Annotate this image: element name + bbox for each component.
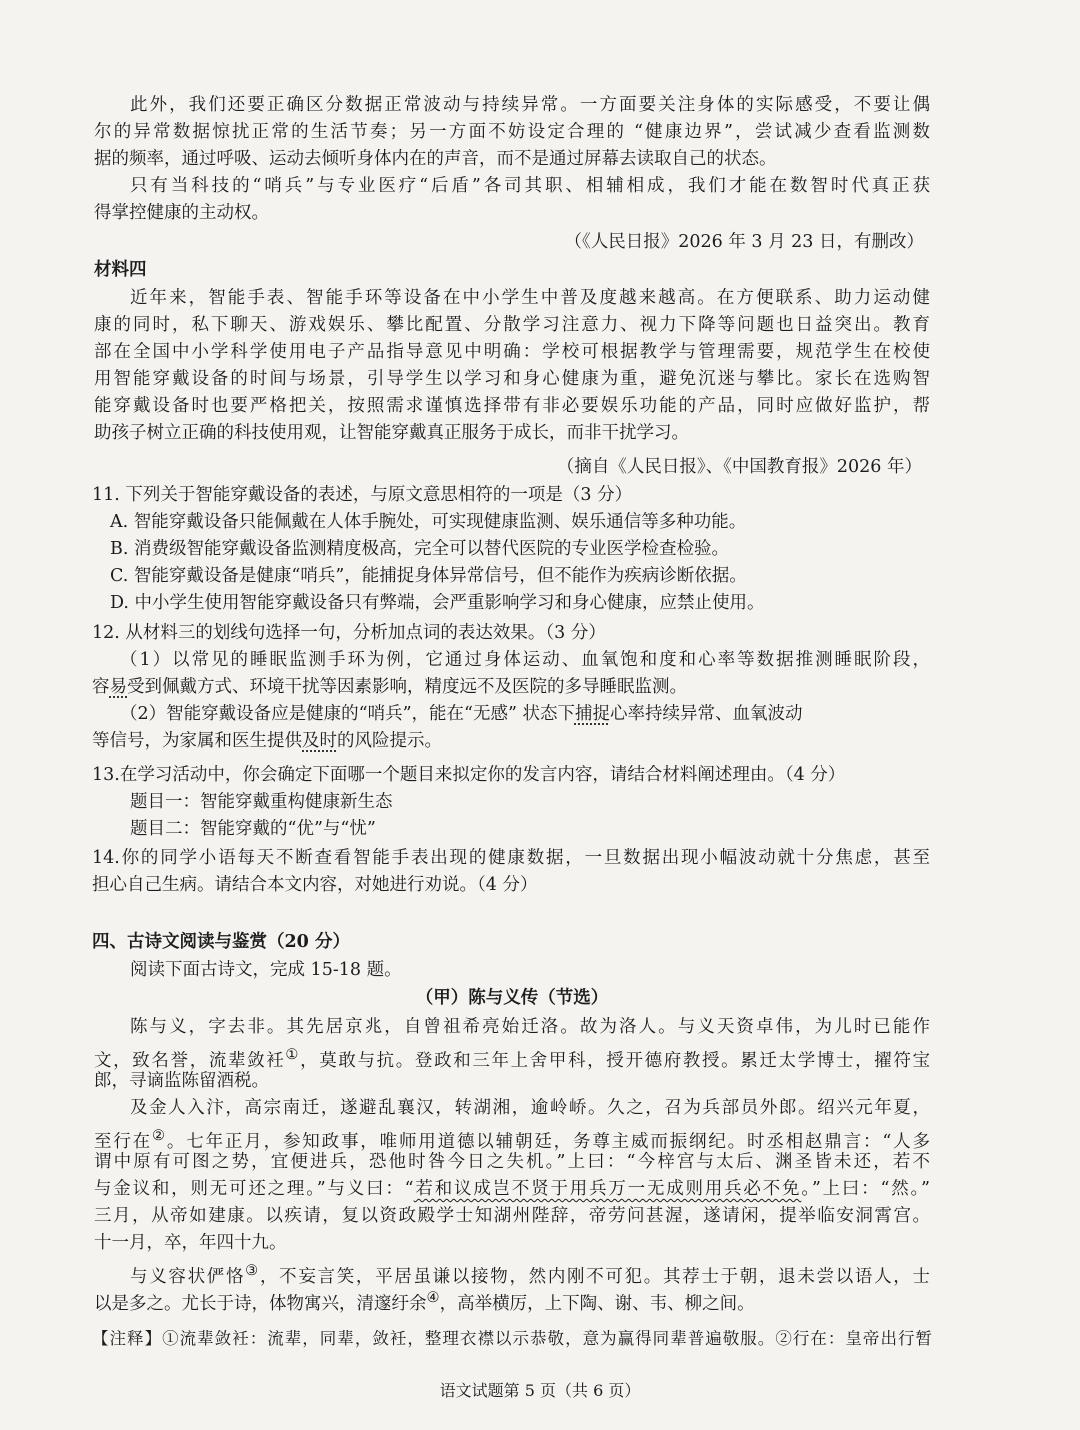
option-d: D. 中小学生使用智能穿戴设备只有弊端，会严重影响学习和身心健康，应禁止使用。	[110, 593, 765, 613]
choice-1-line: （1）以常见的睡眠监测手环为例，它通过身体运动、血氧饱和度和心率等数据推测睡眠阶段，	[120, 650, 930, 670]
paragraph-line: 据的频率，通过呼吸、运动去倾听身体内在的声音，而不是通过屏幕去读取自己的状态。	[94, 149, 777, 169]
footnote-marker: ②	[152, 1127, 167, 1144]
annotation-note: 【注释】①流辈敛衽：流辈，同辈，敛衽，整理衣襟以示恭敬，意为赢得同辈普遍敬服。②行在：皇帝出行暂	[92, 1329, 932, 1348]
passage-line: 与金议和，则无可还之理。”与义曰：“若和议成岂不贤于用兵万一无成则用兵必不免。”上曰：“然。”	[94, 1179, 930, 1199]
paragraph-line: 近年来，智能手表、智能手环等设备在中小学生中普及度越来越高。在方便联系、助力运动健	[130, 288, 930, 308]
choice-1-line: 容易受到佩戴方式、环境干扰等因素影响，精度远不及医院的多导睡眠监测。	[92, 677, 687, 697]
paragraph-line: 助孩子树立正确的科技使用观，让智能穿戴真正服务于成长，而非干扰学习。	[94, 423, 689, 443]
question-stem: 11. 下列关于智能穿戴设备的表述，与原文意思相符的一项是（3 分）	[92, 485, 633, 505]
material-four-heading: 材料四	[94, 260, 147, 280]
material-four-body	[94, 285, 930, 447]
material-three-ending	[94, 92, 930, 227]
passage-line: 至行在②。七年正月，参知政事，唯师用道德以辅朝廷，务尊主威而振纲纪。时丞相赵鼎言：“人多	[94, 1127, 930, 1152]
choice-2-line: 等信号，为家属和医生提供及时的风险提示。	[92, 731, 442, 751]
source-citation: （《人民日报》2026 年 3 月 23 日，有删改）	[564, 232, 924, 252]
question-11	[92, 482, 928, 617]
passage-line: 文，致名誉，流辈敛衽①，莫敢与抗。登政和三年上舍甲科，授开德府教授。累迁太学博士，擢符宝	[94, 1046, 931, 1071]
question-stem: 12. 从材料三的划线句选择一句，分析加点词的表达效果。（3 分）	[92, 623, 606, 643]
section-instruction: 阅读下面古诗文，完成 15-18 题。	[130, 960, 402, 980]
choice-2-line: （2）智能穿戴设备应是健康的“哨兵”，能在“无感” 状态下捕捉心率持续异常、血氧波动	[120, 704, 803, 724]
paragraph-line: 只有当科技的“哨兵”与专业医疗“后盾”各司其职、相辅相成，我们才能在数智时代真正获	[130, 176, 930, 196]
classical-passage	[94, 1014, 931, 1314]
topic-one: 题目一：智能穿戴重构健康新生态	[130, 792, 393, 812]
question-line: 担心自己生病。请结合本文内容，对她进行劝说。（4 分）	[92, 875, 538, 895]
dotted-word: 易	[109, 677, 127, 697]
paragraph-line: 用智能穿戴设备的时间与场景，引导学生以学习和身心健康为重，避免沉迷与攀比。家长在选购智	[94, 369, 930, 389]
paragraph-line: 能穿戴设备时也要严格把关，按照需求谨慎选择带有非必要娱乐功能的产品，同时应做好监护，帮	[94, 396, 930, 416]
dotted-word: 捕捉	[574, 704, 610, 724]
footnote-marker: ③	[245, 1262, 260, 1279]
paragraph-line: 此外，我们还要正确区分数据正常波动与持续异常。一方面要关注身体的实际感受，不要让偶	[130, 95, 930, 115]
question-14	[92, 845, 930, 899]
topic-two: 题目二：智能穿戴的“优”与“忧”	[130, 819, 376, 839]
passage-line: 与义容状俨恪③，不妄言笑，平居虽谦以接物，然内刚不可犯。其荐士于朝，退未尝以语人，士	[130, 1262, 931, 1287]
page-footer: 语文试题第 5 页（共 6 页）	[439, 1381, 641, 1400]
question-stem: 13.在学习活动中，你会确定下面哪一个题目来拟定你的发言内容，请结合材料阐述理由。（4 分）	[92, 765, 846, 785]
passage-title: （甲）陈与义传（节选）	[415, 988, 609, 1008]
passage-line: 三月，从帝如建康。以疾请，复以资政殿学士知湖州陛辞，帝劳问甚渥，遂请闲，提举临安洞霄宫。	[94, 1206, 930, 1226]
passage-line: 陈与义，字去非。其先居京兆，自曾祖希亮始迁洛。故为洛人。与义天资卓伟，为儿时已能作	[130, 1017, 930, 1037]
footnote-marker: ④	[426, 1289, 440, 1306]
question-13	[92, 762, 932, 843]
question-line: 14.你的同学小语每天不断查看智能手表出现的健康数据，一旦数据出现小幅波动就十分焦虑，甚至	[92, 848, 930, 868]
passage-line: 以是多之。尤长于诗，体物寓兴，清邃纡余④，高举横厉，上下陶、谢、韦、柳之间。	[94, 1289, 755, 1314]
option-b: B. 消费级智能穿戴设备监测精度极高，完全可以替代医院的专业医学检查检验。	[110, 539, 729, 559]
passage-line: 十一月，卒，年四十九。	[94, 1233, 287, 1253]
source-citation: （摘自《人民日报》、《中国教育报》2026 年）	[556, 457, 922, 477]
paragraph-line: 得掌控健康的主动权。	[94, 203, 269, 223]
wavy-underlined-sentence: 若和议成岂不贤于用兵万一无成则用兵必不免	[413, 1179, 802, 1199]
footnote-marker: ①	[285, 1046, 301, 1063]
option-a: A. 智能穿戴设备只能佩戴在人体手腕处，可实现健康监测、娱乐通信等多种功能。	[110, 512, 747, 532]
dotted-word: 及时	[302, 731, 337, 751]
option-c: C. 智能穿戴设备是健康“哨兵”，能捕捉身体异常信号，但不能作为疾病诊断依据。	[110, 566, 747, 586]
paragraph-line: 康的同时，私下聊天、游戏娱乐、攀比配置、分散学习注意力、视力下降等问题也日益突出。教育	[94, 315, 930, 335]
passage-line: 谓中原有可图之势，宜便进兵，恐他时咎今日之失机。”上曰：“今梓宫与太后、渊圣皆未还，若不	[94, 1152, 930, 1172]
question-12	[92, 620, 930, 755]
paragraph-line: 尔的异常数据惊扰正常的生活节奏；另一方面不妨设定合理的 “健康边界”，尝试减少查看监测数	[94, 122, 930, 142]
passage-line: 郎，寻谪监陈留酒税。	[94, 1071, 269, 1091]
passage-line: 及金人入汴，高宗南迁，遂避乱襄汉，转湖湘，逾岭峤。久之，召为兵部员外郎。绍兴元年夏，	[130, 1098, 930, 1118]
section-four-heading: 四、古诗文阅读与鉴赏（20 分）	[92, 932, 350, 952]
paragraph-line: 部在全国中小学科学使用电子产品指导意见中明确：学校可根据教学与管理需要，规范学生在校使	[94, 342, 930, 362]
